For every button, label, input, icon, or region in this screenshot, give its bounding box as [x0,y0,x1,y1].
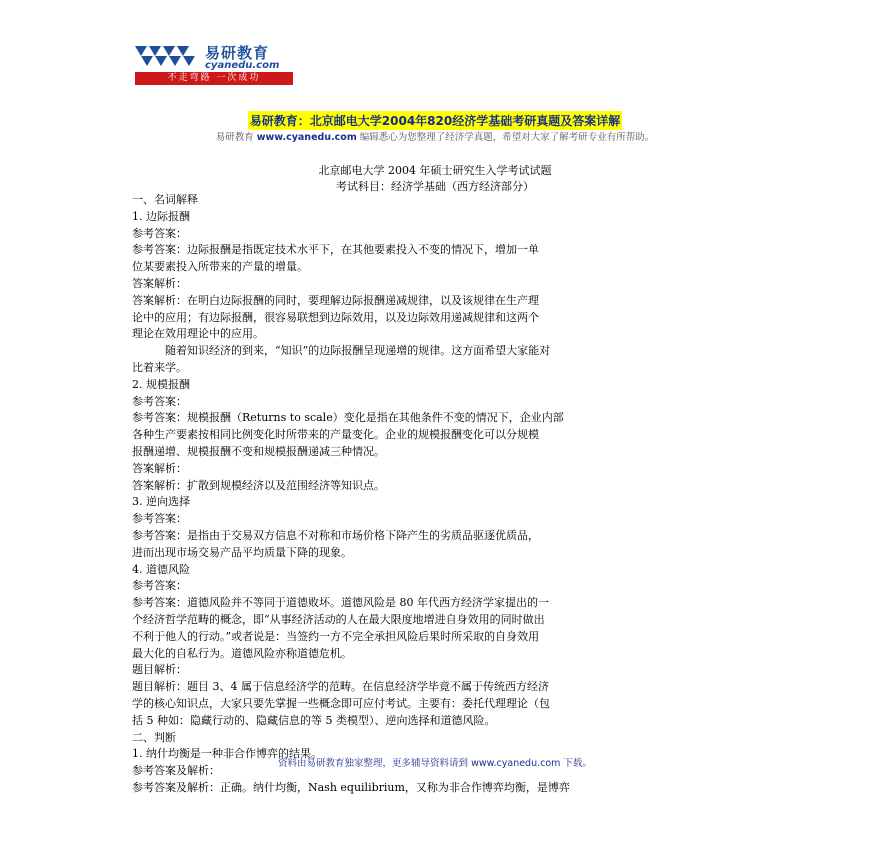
exam-subject: 考试科目：经济学基础（西方经济部分） [336,180,534,193]
text-line: 括 5 种如：隐藏行动的、隐藏信息的等 5 类模型）、逆向选择和道德风险。 [132,713,496,727]
text-line: 不利于他人的行动。”或者说是：当签约一方不完全承担风险后果时所采取的自身效用 [132,629,540,643]
text-line: 参考答案： [132,512,187,526]
text-line: 比着来学。 [132,360,187,374]
text-line: 1. 边际报酬 [132,209,190,223]
logo-slogan: 不走弯路 一次成功 [135,72,293,85]
logo-brand: 易研教育 [205,44,270,62]
page-footer: 资料由易研教育独家整理，更多辅导资料请到 www.cyanedu.com 下载。 [278,758,592,769]
text-line: 参考答案：是指由于交易双方信息不对称和市场价格下降产生的劣质品驱逐优质品， [132,528,539,542]
text-line: 题目解析：题目 3、4 属于信息经济学的范畴。在信息经济学毕竟不属于传统西方经济 [132,680,549,694]
text-line: 参考答案： [132,226,187,240]
text-line: 答案解析： [132,461,187,475]
subhead-text: 编辑悉心为您整理了经济学真题，希望对大家了解考研专业有所帮助。 [359,132,655,143]
text-line: 答案解析： [132,276,187,290]
exam-title: 北京邮电大学 2004 年硕士研究生入学考试试题 [318,164,552,177]
logo-domain: cyanedu.com [205,60,280,71]
text-line: 参考答案：道德风险并不等同于道德败坏。道德风险是 80 年代西方经济学家提出的一 [132,596,549,610]
text-line: 参考答案：边际报酬是指既定技术水平下，在其他要素投入不变的情况下，增加一单 [132,243,539,257]
text-line: 1. 纳什均衡是一种非合作博弈的结果。 [132,747,322,761]
text-line: 答案解析：在明白边际报酬的同时，要理解边际报酬递减规律，以及该规律在生产理 [132,293,539,307]
text-line: 二、判断 [132,730,176,744]
text-line: 答案解析：扩散到规模经济以及范围经济等知识点。 [132,478,385,492]
subhead-prefix: 易研教育 [215,132,254,143]
text-line: 参考答案：规模报酬（Returns to scale）变化是指在其他条件不变的情况下，企业内部 [132,411,564,425]
text-line: 一、名词解释 [132,193,198,206]
text-line: 报酬递增、规模报酬不变和规模报酬递减三种情况。 [132,444,385,458]
text-line: 4. 道德风险 [132,562,190,576]
text-line: 参考答案及解析：正确。纳什均衡，Nash equilibrium，又称为非合作博弈均衡，是博弈 [132,780,570,794]
text-line: 各种生产要素按相同比例变化时所带来的产量变化。企业的规模报酬变化可以分规模 [132,428,539,442]
page-title: 易研教育：北京邮电大学2004年820经济学基础考研真题及答案详解 [248,111,622,130]
text-line: 3. 逆向选择 [132,495,190,509]
text-line: 2. 规模报酬 [132,377,190,391]
text-line: 进而出现市场交易产品平均质量下降的现象。 [132,545,352,559]
text-line: 随着知识经济的到来，“知识”的边际报酬呈现递增的规律。这方面希望大家能对 [165,344,551,358]
document-body [132,192,742,797]
text-line: 题目解析： [132,663,187,677]
text-line: 学的核心知识点，大家只要先掌握一些概念即可应付考试。主要有：委托代理理论（包 [132,696,550,710]
text-line: 理论在效用理论中的应用。 [132,327,264,341]
subhead-site-link[interactable]: www.cyanedu.com [256,132,357,143]
text-line: 位某要素投入所带来的产量的增量。 [132,260,308,274]
text-line: 参考答案及解析： [132,764,220,778]
subheading [0,129,870,143]
logo [133,42,301,86]
logo-mark-icon [133,42,203,68]
text-line: 个经济哲学范畴的概念，即“从事经济活动的人在最大限度地增进自身效用的同时做出 [132,612,545,626]
text-line: 参考答案： [132,579,187,593]
text-line: 论中的应用；有边际报酬，很容易联想到边际效用，以及边际效用递减规律和这两个 [132,310,539,324]
text-line: 参考答案： [132,394,187,408]
text-line: 最大化的自私行为。道德风险亦称道德危机。 [132,646,352,660]
